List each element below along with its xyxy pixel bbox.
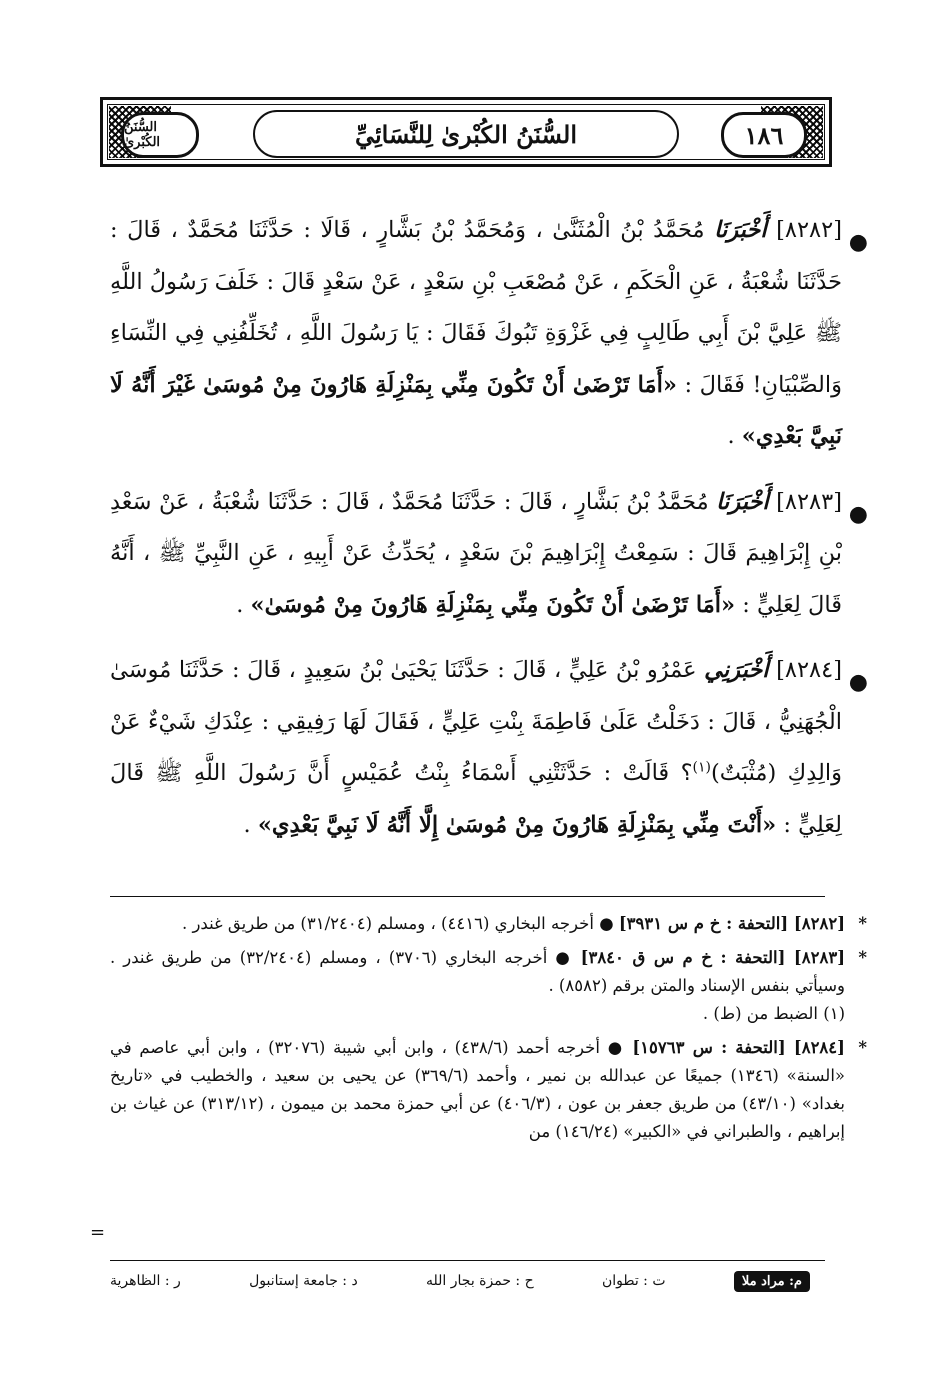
matn: «أَنْتَ مِنِّي بِمَنْزِلَةِ هَارُونَ مِنْ مُوسَىٰ إِلَّا أَنَّهُ لَا نَبِيَّ بَعْدِي»: [257, 811, 777, 838]
footnote-divider: [110, 896, 825, 897]
book-emblem: [121, 112, 199, 158]
hadith-8284: [110, 645, 868, 851]
source-item: ر : الظاهرية: [110, 1273, 181, 1289]
footnote-marker[interactable]: (١): [692, 759, 711, 776]
note-text: ● أخرجه البخاري (٤٤١٦) ، ومسلم (٣١/٢٤٠٤) من طريق غندر .: [181, 914, 619, 933]
note-reference: [٨٢٨٤] [التحفة : س ١٥٧٦٣]: [632, 1038, 845, 1057]
note-8282: [110, 910, 867, 938]
isnad-continued: ؟ قَالَتْ : حَدَّثَتْنِي أَسْمَاءُ بِنْتُ عُمَيْسٍ أَنَّ رَسُولَ اللَّهِ ﷺ قَالَ لِعَلِيٍّ :: [110, 760, 842, 838]
bullet-icon: ●: [848, 670, 868, 695]
page-number-badge: [721, 112, 807, 158]
page-number: ١٨٦: [744, 120, 784, 150]
note-8283: [110, 944, 867, 1028]
star-icon: *: [858, 914, 867, 933]
star-icon: *: [858, 1038, 867, 1057]
star-icon: *: [858, 948, 867, 967]
source-badge: م: مراد ملا: [734, 1271, 810, 1292]
hadith-8282: [110, 205, 868, 463]
emblem-text: السُّنَنُ الكُبْرىٰ: [124, 120, 161, 150]
note-8284: [110, 1034, 867, 1146]
continuation-mark: =: [90, 1222, 106, 1243]
note-text: ● أخرجه أحمد (٤٣٨/٦) ، وابن أبي شيبة (٣٢٠٧٦) ، وابن أبي عاصم في «السنة» (١٣٤٦) جميعًا عن عبدالله بن نمير ، وأحمد (٣٦٩/٦) عن يحيى بن سعيد ، والخطيب في «تاريخ بغداد» (٤٣/١٠) من طريق جعفر بن عون ، (٤٠٦/٣) عن أبي حمزة محمد بن ميمون ، (٣١٣/١٢) عن غياث بن إبراهيم ، والطبراني في «الكبير» (١٤٦/٢٤) من: [110, 1038, 845, 1141]
hadith-number: [٨٢٨٤]: [776, 657, 842, 683]
end-mark: .: [727, 423, 742, 449]
source-item: ح : حمزة بجار الله: [426, 1273, 534, 1289]
end-mark: .: [243, 811, 258, 838]
hadith-number: [٨٢٨٢]: [776, 217, 843, 243]
takhrij-notes: [110, 910, 867, 1152]
matn: «أَمَا تَرْضَىٰ أَنْ تَكُونَ مِنِّي بِمَنْزِلَةِ هَارُونَ مِنْ مُوسَىٰ»: [250, 591, 736, 618]
source-item: ت : تطوان: [601, 1273, 666, 1289]
transmission-word: أَخْبَرَنِي: [704, 657, 769, 683]
bullet-icon: ●: [848, 230, 868, 255]
isnad: عَمْرُو بْنُ عَلِيٍّ ، قَالَ : حَدَّثَنَا يَحْيَىٰ بْنُ سَعِيدٍ ، قَالَ : حَدَّثَنَا مُوسَىٰ الْجُهَنِيُّ ، قَالَ : دَخَلْتُ عَلَىٰ فَاطِمَةَ بِنْتِ عَلِيٍّ ، فَقَالَ لَهَا رَفِيقِي : عِنْدَكِ شَيْءٌ عَنْ وَالِدِكِ (مُثْبَتٌ): [110, 657, 842, 786]
main-text: [110, 205, 868, 865]
isnad: مُحَمَّدُ بْنُ الْمُثَنَّىٰ ، وَمُحَمَّدُ بْنُ بَشَّارٍ ، قَالَا : حَدَّثَنَا مُحَمَّدٌ ، قَالَ : حَدَّثَنَا شُعْبَةُ ، عَنِ الْحَكَمِ ، عَنْ مُصْعَبِ بْنِ سَعْدٍ ، عَنْ سَعْدٍ قَالَ : خَلَفَ رَسُولُ اللَّهِ ﷺ عَلِيَّ بْنَ أَبِي طَالِبٍ فِي غَزْوَةِ تَبُوكَ فَقَالَ : يَا رَسُولَ اللَّهِ ، تُخَلِّفُنِي فِي النِّسَاءِ وَالصِّبْيَانِ! فَقَالَ :: [110, 217, 842, 398]
hadith-number: [٨٢٨٣]: [776, 488, 842, 515]
note-reference: [٨٢٨٣] [التحفة : خ م س ق ٣٨٤٠]: [580, 948, 846, 967]
hadith-8283: [110, 477, 868, 632]
footnote-1: (١) الضبط من (ط) .: [702, 1004, 845, 1023]
note-text: ● أخرجه البخاري (٣٧٠٦) ، ومسلم (٣٢/٢٤٠٤) من طريق غندر . وسيأتي بنفس الإسناد والمتن برقم (٨٥٨٢) .: [110, 948, 845, 995]
book-title-cartouche: [253, 110, 679, 158]
note-reference: [٨٢٨٢] [التحفة : خ م س ٣٩٣١]: [618, 914, 845, 933]
page-header: [100, 97, 832, 167]
book-title: السُّنَنُ الكُبْرىٰ لِلنَّسَائِيِّ: [354, 119, 578, 149]
matn: «أَمَا تَرْضَىٰ أَنْ تَكُونَ مِنِّي بِمَنْزِلَةِ هَارُونَ مِنْ مُوسَىٰ غَيْرَ أَنَّهُ لَا نَبِيَّ بَعْدِي»: [110, 371, 842, 449]
end-mark: .: [236, 591, 251, 618]
sources-divider: [110, 1260, 825, 1261]
transmission-word: أَخْبَرَنَا: [716, 488, 769, 515]
isnad: مُحَمَّدُ بْنُ بَشَّارٍ ، قَالَ : حَدَّثَنَا مُحَمَّدٌ ، قَالَ : حَدَّثَنَا شُعْبَةُ ، عَنْ سَعْدِ بْنِ إِبْرَاهِيمَ قَالَ : سَمِعْتُ إِبْرَاهِيمَ بْنَ سَعْدٍ ، يُحَدِّثُ عَنْ أَبِيهِ ، عَنِ النَّبِيِّ ﷺ ، أَنَّهُ قَالَ لِعَلِيٍّ :: [110, 488, 842, 618]
source-item: د : جامعة إستانبول: [249, 1273, 358, 1289]
transmission-word: أَخْبَرَنَا: [714, 217, 767, 243]
bullet-icon: ●: [848, 501, 868, 527]
manuscript-sources: [110, 1266, 810, 1296]
